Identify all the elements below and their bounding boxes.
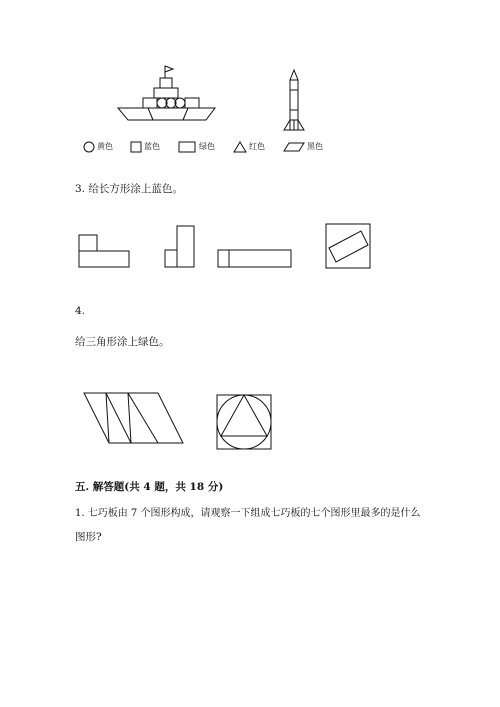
section-5-q1-line1: 1. 七巧板由 7 个图形构成，请观察一下组成七巧板的七个图形里最多的是什么 (75, 508, 421, 519)
tall-rect-figure (165, 226, 195, 268)
question-4-text: 给三角形涂上绿色。 (75, 336, 170, 348)
parallelogram-triangles-figure (84, 392, 184, 444)
ship-figure (118, 62, 218, 122)
long-rect-figure (218, 250, 292, 268)
legend-label-rectangle: 绿色 (199, 142, 215, 151)
question-4-number: 4. (75, 305, 86, 317)
question-3-text: 3. 给长方形涂上蓝色。 (75, 183, 183, 195)
circle-shape-icon (83, 141, 95, 153)
legend-label-square: 蓝色 (144, 142, 160, 151)
section-5-heading: 五. 解答题(共 4 题，共 18 分) (75, 481, 224, 493)
square-circle-triangle-figure (216, 394, 272, 450)
legend-label-triangle: 红色 (249, 142, 265, 151)
parallelogram-shape-icon (283, 142, 305, 152)
square-shape-icon (130, 141, 142, 153)
square-with-tilted-rect-figure (325, 223, 371, 269)
l-shape-figure (79, 235, 129, 267)
rocket-figure (282, 70, 306, 132)
section-5-q1-line2: 图形? (75, 531, 102, 543)
rectangle-shape-icon (178, 141, 196, 153)
triangle-shape-icon (233, 141, 247, 153)
legend-label-circle: 黄色 (97, 142, 113, 151)
legend-label-parallelogram: 黑色 (307, 142, 323, 151)
